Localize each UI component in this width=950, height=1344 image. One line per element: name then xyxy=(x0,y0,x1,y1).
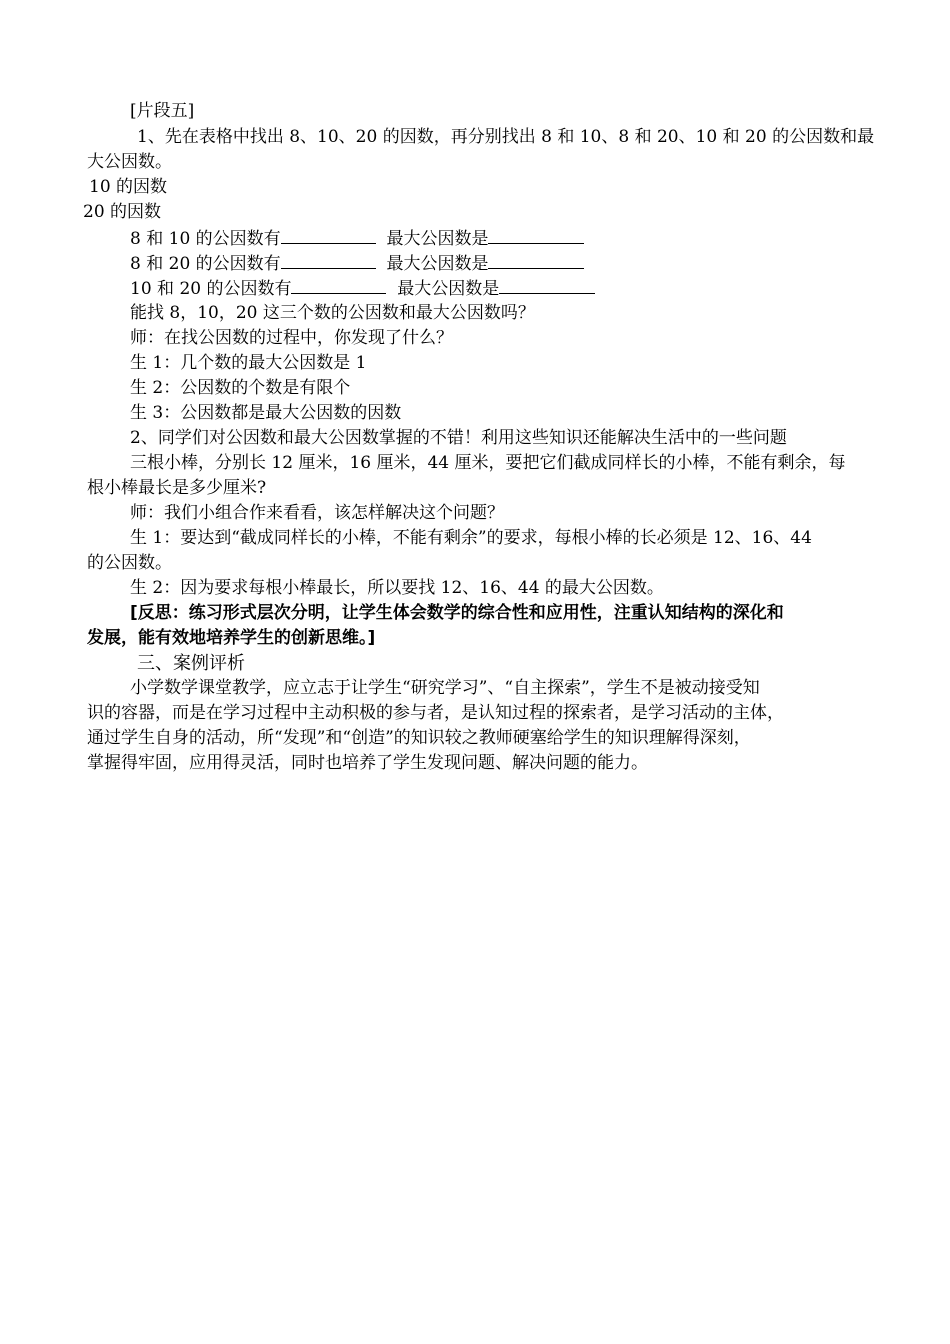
teacher-line-2: 师：我们小组合作来看看，该怎样解决这个问题？ xyxy=(130,503,504,523)
task2-student2: 生 2：因为要求每根小棒最长，所以要找 12、16、44 的最大公因数。 xyxy=(130,578,664,598)
factor-row-10: 10 的因数 xyxy=(89,177,168,197)
fill-line-label: 最大公因数是 xyxy=(386,229,489,249)
task2-student1-line1: 生 1：要达到“截成同样长的小棒，不能有剩余”的要求，每根小棒的长必须是 12、16、44 xyxy=(130,528,812,548)
fragment-title: [片段五] xyxy=(130,101,195,121)
analysis-line3: 通过学生自身的活动，所“发现”和“创造”的知识较之教师硬塞给学生的知识理解得深刻， xyxy=(87,728,751,748)
reflection-line1: [反思：练习形式层次分明，让学生体会数学的综合性和应用性，注重认知结构的深化和 xyxy=(130,603,784,623)
task1-line1: 1、先在表格中找出 8、10、20 的因数，再分别找出 8 和 10、8 和 20、10 和 20 的公因数和最 xyxy=(137,127,875,147)
teacher-line-1: 师：在找公因数的过程中，你发现了什么？ xyxy=(130,328,453,348)
student-line-2: 生 2：公因数的个数是有限个 xyxy=(130,378,351,398)
analysis-line1: 小学数学课堂教学，应立志于让学生“研究学习”、“自主探索”，学生不是被动接受知 xyxy=(130,678,760,698)
student-line-3: 生 3：公因数都是最大公因数的因数 xyxy=(130,403,402,423)
answer-blank[interactable] xyxy=(488,226,584,244)
analysis-line4: 掌握得牢固，应用得灵活，同时也培养了学生发现问题、解决问题的能力。 xyxy=(87,753,648,773)
fill-line-label: 最大公因数是 xyxy=(397,279,500,299)
analysis-line2: 识的容器，而是在学习过程中主动积极的参与者，是认知过程的探索者，是学习活动的主体， xyxy=(87,703,784,723)
reflection-line2: 发展，能有效地培养学生的创新思维。] xyxy=(87,628,376,648)
fill-line-8-20 xyxy=(130,251,584,277)
answer-blank[interactable] xyxy=(281,226,376,244)
task1-line2: 大公因数。 xyxy=(87,152,172,172)
answer-blank[interactable] xyxy=(499,276,595,294)
student-line-1: 生 1：几个数的最大公因数是 1 xyxy=(130,353,367,373)
fill-line-label: 8 和 10 的公因数有 xyxy=(130,229,281,249)
answer-blank[interactable] xyxy=(488,251,584,269)
task2-line2: 三根小棒，分别长 12 厘米，16 厘米，44 厘米，要把它们截成同样长的小棒，不能有剩余，每 xyxy=(130,453,846,473)
task2-student1-line2: 的公因数。 xyxy=(87,553,172,573)
fill-line-label: 8 和 20 的公因数有 xyxy=(130,254,281,274)
answer-blank[interactable] xyxy=(281,251,376,269)
factor-row-20: 20 的因数 xyxy=(83,202,162,222)
task2-line3: 根小棒最长是多少厘米? xyxy=(87,478,267,498)
fill-line-label: 10 和 20 的公因数有 xyxy=(130,279,292,299)
task2-line1: 2、同学们对公因数和最大公因数掌握的不错！利用这些知识还能解决生活中的一些问题 xyxy=(130,428,787,448)
fill-line-label: 最大公因数是 xyxy=(386,254,489,274)
question-three-numbers: 能找 8，10，20 这三个数的公因数和最大公因数吗？ xyxy=(130,303,535,323)
fill-line-8-10 xyxy=(130,226,584,252)
fill-line-10-20 xyxy=(130,276,595,302)
section-heading: 三、案例评析 xyxy=(137,653,245,674)
answer-blank[interactable] xyxy=(291,276,386,294)
